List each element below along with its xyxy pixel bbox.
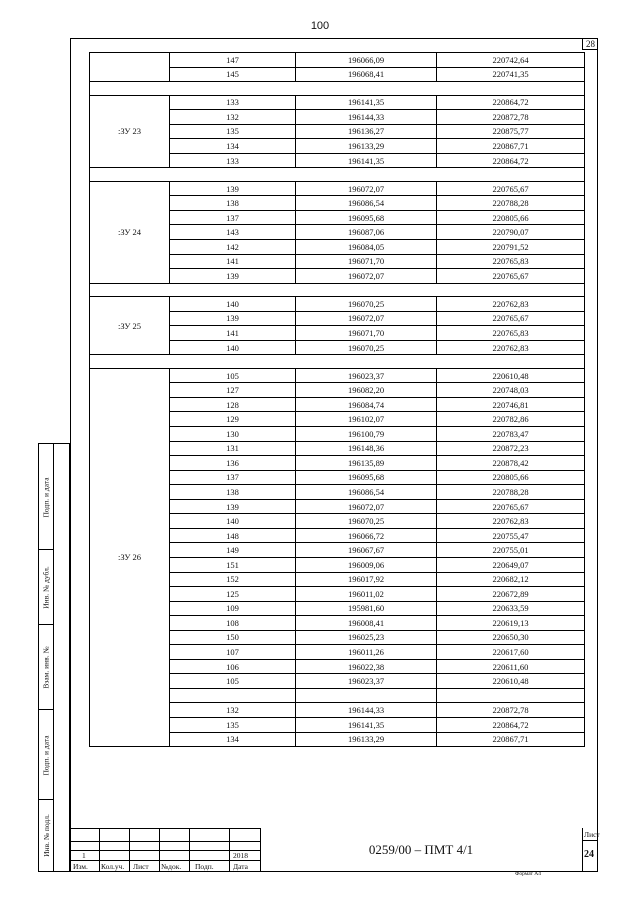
strip-cell [39, 625, 53, 710]
coord-x: 196071,70 [296, 254, 437, 269]
coord-y: 220864,72 [437, 717, 585, 732]
plot-name: :ЗУ 25 [90, 297, 170, 355]
coord-x: 196025,23 [296, 630, 437, 645]
coord-y: 220765,67 [437, 311, 585, 326]
coord-x: 196066,09 [296, 53, 437, 68]
coord-x: 196070,25 [296, 514, 437, 529]
coord-y: 220878,42 [437, 456, 585, 471]
title-block [70, 828, 598, 872]
coord-x: 196067,67 [296, 543, 437, 558]
coord-y: 220788,28 [437, 485, 585, 500]
strip-label: Взам. инв. № [41, 646, 51, 689]
coord-x: 196135,89 [296, 456, 437, 471]
point-number: 140 [170, 297, 296, 312]
coord-y: 220765,67 [437, 269, 585, 284]
group-separator [90, 82, 585, 96]
coord-x: 196022,38 [296, 659, 437, 674]
table-row [90, 297, 585, 312]
format-note: Формат А4 [515, 871, 542, 877]
coord-y: 220633,59 [437, 601, 585, 616]
point-number: 106 [170, 659, 296, 674]
strip-cell [39, 710, 53, 800]
coord-x: 196071,70 [296, 326, 437, 341]
point-number: 149 [170, 543, 296, 558]
point-number: 148 [170, 528, 296, 543]
point-number: 131 [170, 441, 296, 456]
coord-y: 220755,01 [437, 543, 585, 558]
point-number: 141 [170, 326, 296, 341]
coord-y: 220610,48 [437, 368, 585, 383]
strip-label: Инв. № подл. [41, 814, 51, 857]
point-number: 105 [170, 368, 296, 383]
coord-x: 196095,68 [296, 470, 437, 485]
coord-x: 196141,35 [296, 153, 437, 168]
coord-x: 196102,07 [296, 412, 437, 427]
coord-x: 196072,07 [296, 181, 437, 196]
sheet-number-top: 28 [582, 38, 598, 50]
coord-y: 220791,52 [437, 240, 585, 255]
point-number: 139 [170, 311, 296, 326]
plot-name: :ЗУ 23 [90, 95, 170, 168]
coord-x: 195981,60 [296, 601, 437, 616]
point-number: 125 [170, 587, 296, 602]
coord-y: 220765,67 [437, 499, 585, 514]
coord-y: 220762,83 [437, 297, 585, 312]
coord-y: 220610,48 [437, 674, 585, 689]
coord-x: 196066,72 [296, 528, 437, 543]
point-number: 105 [170, 674, 296, 689]
coord-x: 196017,92 [296, 572, 437, 587]
group-separator [90, 168, 585, 182]
point-number: 132 [170, 110, 296, 125]
strip-cell [39, 800, 53, 871]
point-number: 147 [170, 53, 296, 68]
point-number: 140 [170, 340, 296, 355]
point-number: 139 [170, 269, 296, 284]
point-number: 135 [170, 124, 296, 139]
sheet-number: 24 [584, 849, 594, 860]
table-row [90, 181, 585, 196]
table-row [90, 368, 585, 383]
izm-value: 1 [82, 851, 86, 860]
sheet-label: Лист [584, 830, 600, 839]
point-number: 132 [170, 703, 296, 718]
point-number: 130 [170, 427, 296, 442]
point-number: 138 [170, 196, 296, 211]
left-stamp-strip [38, 443, 70, 872]
coord-x: 196086,54 [296, 485, 437, 500]
point-number [170, 688, 296, 703]
coord-y: 220742,64 [437, 53, 585, 68]
point-number: 127 [170, 383, 296, 398]
label-kol-uch: Кол.уч. [101, 862, 125, 871]
point-number: 138 [170, 485, 296, 500]
coord-x: 196009,06 [296, 557, 437, 572]
point-number: 139 [170, 181, 296, 196]
coord-y: 220765,67 [437, 181, 585, 196]
coord-x: 196084,74 [296, 397, 437, 412]
coord-x: 196087,06 [296, 225, 437, 240]
point-number: 129 [170, 412, 296, 427]
point-number: 134 [170, 139, 296, 154]
coord-y: 220875,77 [437, 124, 585, 139]
point-number: 133 [170, 95, 296, 110]
strip-label: Подп. и дата [41, 476, 51, 518]
point-number: 107 [170, 645, 296, 660]
coord-y: 220864,72 [437, 153, 585, 168]
coord-x: 196133,29 [296, 139, 437, 154]
point-number: 139 [170, 499, 296, 514]
plot-name [90, 53, 170, 82]
coord-y: 220741,35 [437, 67, 585, 82]
coord-x: 196008,41 [296, 616, 437, 631]
coord-y: 220619,13 [437, 616, 585, 631]
point-number: 141 [170, 254, 296, 269]
coord-y: 220762,83 [437, 514, 585, 529]
label-data: Дата [233, 862, 248, 871]
label-ndok: №док. [161, 862, 182, 871]
coord-x: 196086,54 [296, 196, 437, 211]
plot-name: :ЗУ 24 [90, 181, 170, 283]
coord-x: 196144,33 [296, 703, 437, 718]
point-number: 109 [170, 601, 296, 616]
coord-y: 220746,81 [437, 397, 585, 412]
coord-y: 220864,72 [437, 95, 585, 110]
point-number: 150 [170, 630, 296, 645]
group-separator [90, 283, 585, 297]
coord-y: 220872,78 [437, 703, 585, 718]
point-number: 133 [170, 153, 296, 168]
table-row [90, 95, 585, 110]
coord-y: 220650,30 [437, 630, 585, 645]
document-code: 0259/00 – ПМТ 4/1 [368, 842, 474, 857]
page-number: 100 [310, 20, 330, 32]
strip-cell [39, 550, 53, 625]
coord-y: 220872,78 [437, 110, 585, 125]
coord-x: 196023,37 [296, 368, 437, 383]
point-number: 134 [170, 732, 296, 747]
coord-y [437, 688, 585, 703]
plot-name: :ЗУ 26 [90, 368, 170, 746]
coord-y: 220872,23 [437, 441, 585, 456]
coord-y: 220867,71 [437, 732, 585, 747]
table-row [90, 53, 585, 68]
label-list: Лист [133, 862, 149, 871]
coord-x: 196148,36 [296, 441, 437, 456]
strip-label: Инв. № дубл. [41, 566, 51, 609]
coord-y: 220805,66 [437, 470, 585, 485]
coord-y: 220748,03 [437, 383, 585, 398]
point-number: 135 [170, 717, 296, 732]
coord-y: 220672,89 [437, 587, 585, 602]
coord-x: 196023,37 [296, 674, 437, 689]
strip-label: Подп. и дата [41, 734, 51, 776]
strip-cell [39, 444, 53, 550]
coord-x [296, 688, 437, 703]
coord-x: 196070,25 [296, 340, 437, 355]
coord-y: 220867,71 [437, 139, 585, 154]
point-number: 143 [170, 225, 296, 240]
point-number: 142 [170, 240, 296, 255]
coord-x: 196100,79 [296, 427, 437, 442]
coord-y: 220783,47 [437, 427, 585, 442]
point-number: 140 [170, 514, 296, 529]
label-podp: Подп. [195, 862, 214, 871]
coord-y: 220682,12 [437, 572, 585, 587]
coord-x: 196082,20 [296, 383, 437, 398]
coord-x: 196133,29 [296, 732, 437, 747]
point-number: 108 [170, 616, 296, 631]
point-number: 152 [170, 572, 296, 587]
coord-y: 220790,07 [437, 225, 585, 240]
point-number: 145 [170, 67, 296, 82]
point-number: 136 [170, 456, 296, 471]
coord-x: 196068,41 [296, 67, 437, 82]
coord-y: 220788,28 [437, 196, 585, 211]
point-number: 128 [170, 397, 296, 412]
group-separator [90, 355, 585, 369]
coord-y: 220782,86 [437, 412, 585, 427]
year-value: 2018 [233, 851, 248, 860]
coord-x: 196011,26 [296, 645, 437, 660]
coordinates-table [89, 52, 585, 747]
coord-x: 196072,07 [296, 499, 437, 514]
coord-x: 196072,07 [296, 311, 437, 326]
coord-y: 220805,66 [437, 210, 585, 225]
coord-y: 220617,60 [437, 645, 585, 660]
label-izm: Изм. [73, 862, 88, 871]
coord-y: 220762,83 [437, 340, 585, 355]
coord-y: 220611,60 [437, 659, 585, 674]
coord-x: 196011,02 [296, 587, 437, 602]
coord-x: 196070,25 [296, 297, 437, 312]
coord-x: 196141,35 [296, 717, 437, 732]
coord-x: 196141,35 [296, 95, 437, 110]
coord-y: 220765,83 [437, 326, 585, 341]
coord-y: 220755,47 [437, 528, 585, 543]
coord-y: 220649,07 [437, 557, 585, 572]
coord-x: 196072,07 [296, 269, 437, 284]
coord-x: 196095,68 [296, 210, 437, 225]
coord-x: 196084,05 [296, 240, 437, 255]
coord-x: 196144,33 [296, 110, 437, 125]
coord-x: 196136,27 [296, 124, 437, 139]
point-number: 151 [170, 557, 296, 572]
point-number: 137 [170, 210, 296, 225]
coord-y: 220765,83 [437, 254, 585, 269]
point-number: 137 [170, 470, 296, 485]
